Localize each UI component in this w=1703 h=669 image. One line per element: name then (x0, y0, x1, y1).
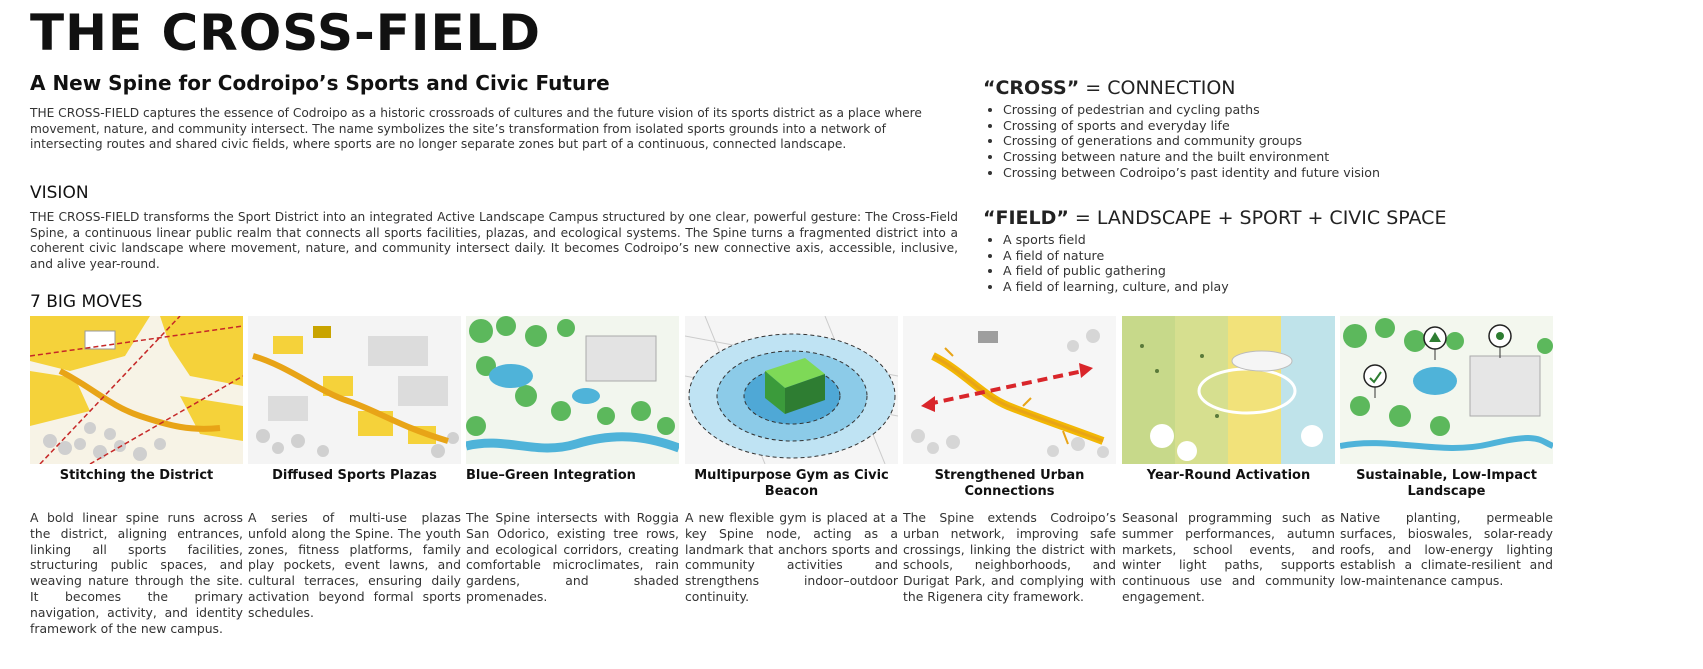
move-sustainable (1340, 316, 1553, 589)
intro-paragraph: THE CROSS-FIELD captures the essence of Codroipo as a historic crossroads of cultures and the future vision of its sports district as a place where movement, nature, and community intersect. The name symbolizes the site’s transformation from isolated sports grounds into a network of intersecting routes and shared civic fields, where sports are no longer separate zones but part of a continuous, connected landscape. (30, 106, 922, 151)
move-text: Native planting, permeable surfaces, bioswales, solar-ready roofs, and low-energy lighting establish a climate-resilient and low-maintenance campus. (1340, 510, 1553, 589)
blue-green-illustration (466, 316, 679, 464)
field-equals: = LANDSCAPE + SPORT + CIVIC SPACE (1068, 207, 1447, 229)
move-title: Multipurpose Gym as Civic Beacon (694, 468, 889, 499)
cross-definition (983, 77, 1683, 181)
move-urban-connections (903, 316, 1116, 604)
move-blue-green (466, 316, 679, 604)
move-text: Seasonal programming such as summer performances, autumn markets, school events, and winter light paths, supports continuous use and community engagement. (1122, 510, 1335, 604)
move-title: Blue–Green Integration (466, 468, 636, 483)
cross-keyword: “CROSS” (983, 77, 1080, 99)
list-item: • A sports field (1003, 232, 1683, 248)
field-title (983, 207, 1683, 230)
move-title: Sustainable, Low-Impact Landscape (1356, 468, 1537, 499)
field-list (983, 232, 1683, 295)
field-keyword: “FIELD” (983, 207, 1069, 229)
sports-plazas-illustration (248, 316, 461, 464)
list-item: • Crossing of pedestrian and cycling paths (1003, 102, 1683, 118)
move-text: A bold linear spine runs across the district, aligning entrances, linking all sports facilities, structuring public spaces, and weaving nature through the site. It becomes the primary navigation, activity, and identity framework of the new campus. (30, 510, 243, 636)
field-definition (983, 207, 1683, 295)
list-item: • A field of learning, culture, and play (1003, 279, 1683, 295)
cross-equals: = CONNECTION (1079, 77, 1236, 99)
page-subtitle: A New Spine for Codroipo’s Sports and Civic Future (30, 71, 610, 95)
list-item: • A field of nature (1003, 248, 1683, 264)
move-sports-plazas (248, 316, 461, 620)
move-text: A new flexible gym is placed at a key Spine node, acting as a landmark that anchors sports and community activities and strengthens indoor–outdoor continuity. (685, 510, 898, 604)
move-title: Diffused Sports Plazas (272, 468, 437, 483)
move-title: Stitching the District (59, 468, 214, 483)
sustainable-illustration (1340, 316, 1553, 464)
move-text: A series of multi-use plazas unfold along the Spine. The youth zones, fitness platforms, family play pockets, event lawns, and cultural terraces, ensuring daily activation beyond formal sports schedules. (248, 510, 461, 620)
list-item: • Crossing between nature and the built environment (1003, 149, 1683, 165)
move-stitching-district (30, 316, 243, 636)
move-title: Strengthened Urban Connections (934, 468, 1085, 499)
move-text: The Spine intersects with Roggia San Odorico, existing tree rows, and ecological corridors, creating comfortable microclimates, rain gardens, and shaded promenades. (466, 510, 679, 604)
page-title: THE CROSS-FIELD (30, 4, 542, 62)
list-item: • Crossing of sports and everyday life (1003, 118, 1683, 134)
cross-title (983, 77, 1683, 100)
move-text: The Spine extends Codroipo’s urban network, improving safe crossings, linking the district with schools, neighborhoods, and Durigat Park, and complying with the Rigenera city framework. (903, 510, 1116, 604)
stitching-district-illustration (30, 316, 243, 464)
move-title: Year-Round Activation (1146, 468, 1311, 483)
list-item: • Crossing between Codroipo’s past identity and future vision (1003, 165, 1683, 181)
urban-connections-illustration (903, 316, 1116, 464)
list-item: • A field of public gathering (1003, 263, 1683, 279)
vision-heading: VISION (30, 183, 89, 203)
move-gym-beacon (685, 316, 898, 604)
move-year-round (1122, 316, 1335, 604)
year-round-illustration (1122, 316, 1335, 464)
cross-list (983, 102, 1683, 181)
list-item: • Crossing of generations and community groups (1003, 133, 1683, 149)
vision-paragraph: THE CROSS-FIELD transforms the Sport District into an integrated Active Landscape Campus structured by one clear, powerful gesture: The Cross-Field Spine, a continuous linear public realm that connects all sports facilities, plazas, and ecological systems. The Spine turns a fragmented district into a coherent civic landscape where movement, nature, and community intersect daily. It becomes Codroipo’s new connective axis, accessible, inclusive, and alive year-round. (30, 210, 958, 271)
big-moves-heading: 7 BIG MOVES (30, 292, 143, 312)
gym-beacon-illustration (685, 316, 898, 464)
